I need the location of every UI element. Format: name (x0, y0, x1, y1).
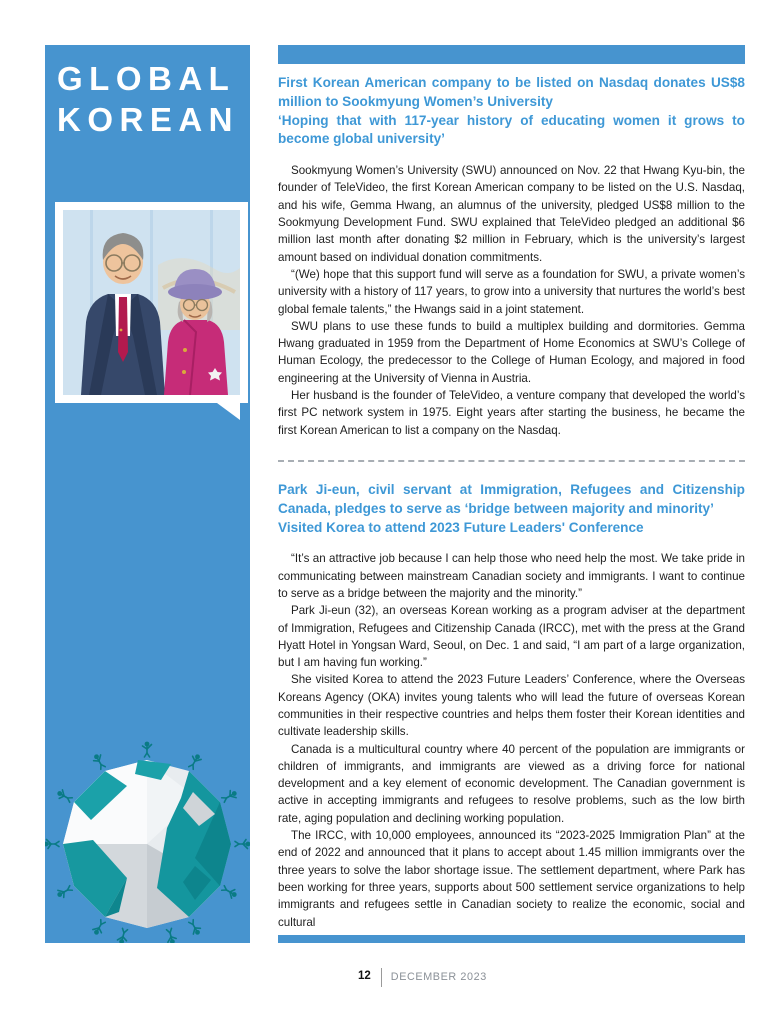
brand-title-line1: GLOBAL (57, 60, 236, 97)
article2-body (278, 550, 745, 931)
sidebar (45, 45, 250, 943)
article-paragraph: “(We) hope that this support fund will serve as a foundation for SWU, a private women’s university with a history of 117 years, to grow into a university that nurtures the world’s best global female talents,” the Hwangs said in a joint statement. (278, 267, 745, 316)
article1-headline-block (278, 74, 745, 149)
page-footer (358, 968, 487, 987)
article1-body (278, 162, 745, 439)
article1-subheadline: ‘Hoping that with 117-year history of educating women it grows to become global university’ (278, 112, 745, 147)
brand-title (45, 45, 250, 140)
globe-illustration (45, 740, 250, 943)
article-paragraph: SWU plans to use these funds to build a multiplex building and dormitories. Gemma Hwang graduated in 1959 from the Department of Home Economics at SWU’s College of Human Ecology, the predecessor to the College of Human Ecology, and majored in food engineering at the University of Vienna in Austria. (278, 319, 745, 385)
article-paragraph: Canada is a multicultural country where 40 percent of the population are immigrants or children of immigrants, and immigrants are viewed as a driving force for national development and a key element of economic development. The Canadian government is active in accepting immigrants and refugees to resolve problems, such as the low birth rate, aging population and declining working population. (278, 742, 745, 825)
article2-headline: Park Ji-eun, civil servant at Immigration, Refugees and Citizenship Canada, pledges to serve as ‘bridge between majority and minority’ (278, 481, 745, 516)
article2-headline-block (278, 481, 745, 537)
couple-photo (63, 210, 240, 395)
couple-photo-frame (55, 202, 248, 403)
article-paragraph: Her husband is the founder of TeleVideo, a venture company that developed the world’s first PC network system in 1975. Eight years after starting the business, he became the first Korean American to list a company on the Nasdaq. (278, 389, 745, 437)
photo-frame-tail (217, 403, 240, 420)
footer-separator (381, 968, 382, 987)
article-column (278, 45, 745, 943)
top-accent-bar (278, 45, 745, 64)
issue-date: DECEMBER 2023 (390, 971, 487, 983)
article-paragraph: The IRCC, with 10,000 employees, announced its “2023-2025 Immigration Plan” at the end of 2022 and announced that it plans to accept about 1.45 million immigrants over the three years to solve the labor shortage issue. The settlement department, where Park has been working for three years, supports about 500 settlement service organizations to help immigrants and refugees settle in Canadian society to realize the economic, social and cultural (278, 829, 745, 929)
article-paragraph: She visited Korea to attend the 2023 Future Leaders’ Conference, where the Overseas Koreans Agency (OKA) invites young talents who will lead the future of overseas Korean communities in their respective countries and helps them foster their Korean identities and cultivate leadership skills. (278, 673, 745, 739)
article2-subheadline: Visited Korea to attend 2023 Future Leaders' Conference (278, 519, 644, 535)
article-paragraph: Sookmyung Women’s University (SWU) announced on Nov. 22 that Hwang Kyu-bin, the founder of TeleVideo, the first Korean American company to be listed on the U.S. Nasdaq, and his wife, Gemma Hwang, an alumnus of the university, pledged US$8 million to the Sookmyung Development Fund. SWU explained that TeleVideo pledged an additional $6 million last month after donating $2 million in February, which is the university’s largest amount based on individual donation commitments. (278, 164, 745, 264)
bottom-accent-bar (278, 935, 745, 943)
article1-headline: First Korean American company to be listed on Nasdaq donates US$8 million to Sookmyung Women’s University (278, 75, 745, 109)
brand-title-line2: KOREAN (57, 101, 240, 138)
article-paragraph: “It’s an attractive job because I can help those who need help the most. We take pride in communicating between mainstream Canadian society and immigrants. I want to continue to serve as a bridge between the majority and the minority.” (278, 552, 745, 600)
article-paragraph: Park Ji-eun (32), an overseas Korean working as a program adviser at the department of Immigration, Refugees and Citizenship Canada (IRCC), met with the press at the Grand Hyatt Hotel in Yongsan Ward, Seoul, on Dec. 1 and said, “I am part of a large organization, but I am having fun working.” (278, 604, 745, 670)
page-number: 12 (358, 970, 371, 982)
article-divider (278, 460, 745, 462)
